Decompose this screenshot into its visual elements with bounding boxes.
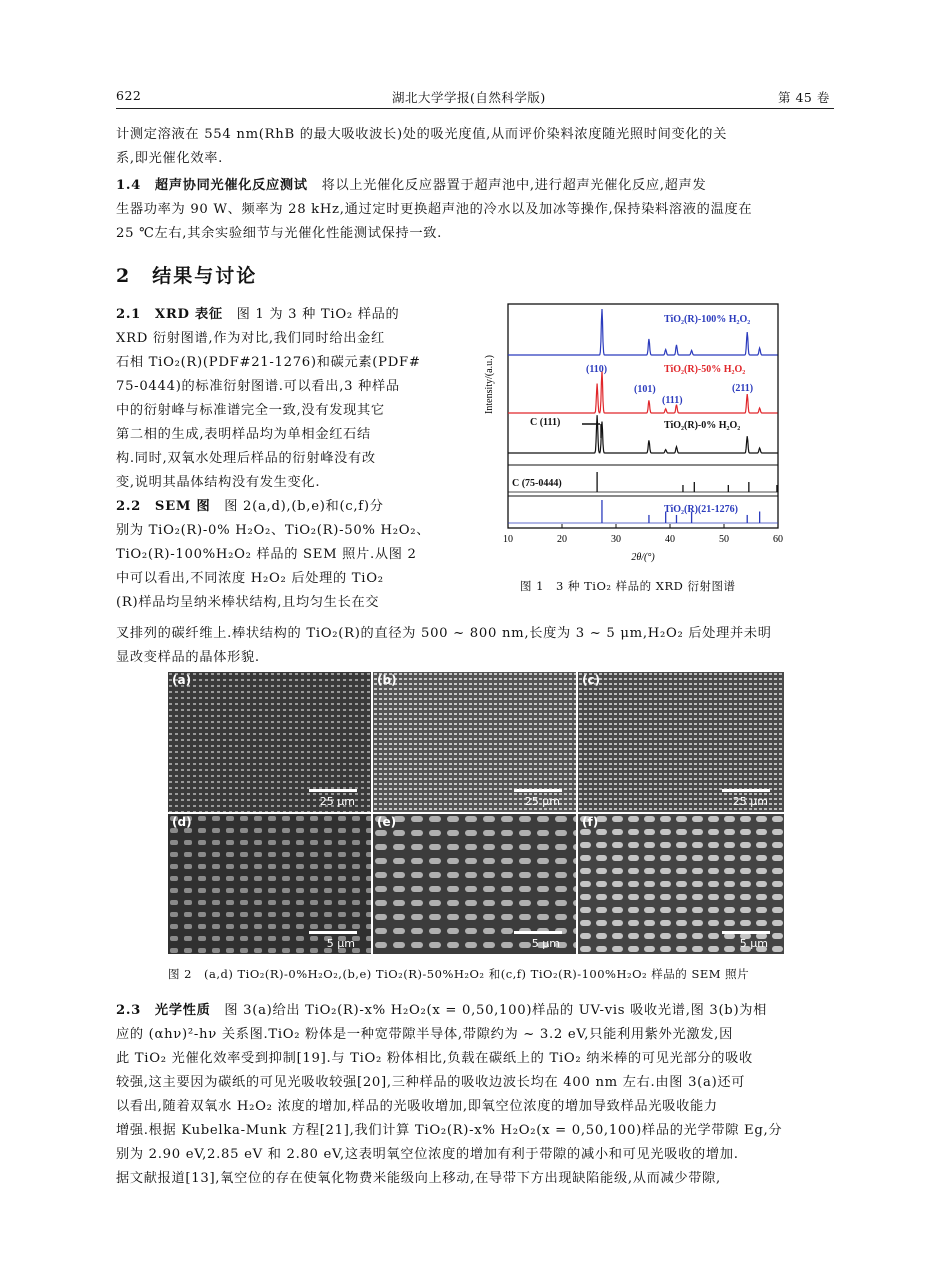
plot-frame [508,304,778,528]
page-number: 622 [116,88,142,103]
panel-label: (b) [377,673,397,687]
scale-label: 25 μm [524,795,560,808]
text-line: 将以上光催化反应器置于超声池中,进行超声光催化反应,超声发 [307,178,707,193]
x-tick-label: 20 [557,534,567,545]
peak-annotation: (211) [732,383,754,394]
figure-2-caption: 图 2 (a,d) TiO₂(R)-0%H₂O₂,(b,e) TiO₂(R)-50%H₂O₂ 和(c,f) TiO₂(R)-100%H₂O₂ 样品的 SEM 照片 [168,967,750,981]
panel-label: (c) [582,673,601,687]
text-line: 显改变样品的晶体形貌. [116,650,260,665]
peak-annotation: C (111) [530,417,561,428]
series-label: TiO₂(R)-100% H₂O₂ [664,314,751,325]
text-line: 别为 TiO₂(R)-0% H₂O₂、TiO₂(R)-50% H₂O₂、 [116,523,431,538]
text-line: 石相 TiO₂(R)(PDF#21-1276)和碳元素(PDF# [116,355,421,370]
panel-label: (e) [377,815,397,829]
peak-annotation: (110) [586,364,608,375]
header-rule [116,108,834,109]
section-1-3-tail [116,123,836,171]
text-line: 变,说明其晶体结构没有发生变化. [116,475,321,490]
section-heading: 1.4 超声协同光催化反应测试 [116,178,308,193]
text-line: 中的衍射峰与标准谱完全一致,没有发现其它 [116,403,385,418]
text-line: 75-0444)的标准衍射图谱.可以看出,3 种样品 [116,379,400,394]
sem-panel [578,672,784,812]
scale-bar [514,789,562,792]
series-label: TiO₂(R)-0% H₂O₂ [664,420,741,431]
x-tick-label: 50 [719,534,729,545]
section-2-3 [116,999,836,1191]
sem-panel [168,814,371,954]
peak-annotation: (111) [662,395,683,406]
figure-1-caption: 图 1 3 种 TiO₂ 样品的 XRD 衍射图谱 [520,579,736,593]
x-tick-label: 30 [611,534,621,545]
volume-label: 第 45 卷 [778,90,830,105]
text-line: 增强.根据 Kubelka-Munk 方程[21],我们计算 TiO₂(R)-x% H₂O₂(x = 0,50,100)样品的光学带隙 Eg,分 [116,1123,783,1138]
text-line: 系,即光催化效率. [116,151,223,166]
scale-bar [514,931,562,934]
x-tick-label: 10 [503,534,513,545]
text-line: 计测定溶液在 554 nm(RhB 的最大吸收波长)处的吸光度值,从而评价染料浓度随光照时间变化的关 [116,127,728,142]
text-line: XRD 衍射图谱,作为对比,我们同时给出金红 [116,331,385,346]
text-line: 中可以看出,不同浓度 H₂O₂ 后处理的 TiO₂ [116,571,384,586]
section-heading: 2.3 光学性质 [116,1003,211,1018]
text-line: (R)样品均呈纳米棒状结构,且均匀生长在交 [116,595,380,610]
section-heading: 2 结果与讨论 [116,265,258,287]
section-2-1 [116,303,442,615]
text-line: 据文献报道[13],氧空位的存在使氧化物费米能级向上移动,在导带下方出现缺陷能级,从而减少带隙, [116,1171,721,1186]
series-label: TiO₂(R)(21-1276) [664,504,738,515]
text-line: 应的 (αhν)²-hν 关系图.TiO₂ 粉体是一种宽带隙半导体,带隙约为 ~ 3.2 eV,只能利用紫外光激发,因 [116,1027,733,1042]
panel-label: (a) [172,673,192,687]
text-line: TiO₂(R)-100%H₂O₂ 样品的 SEM 照片.从图 2 [116,547,417,562]
scale-bar [722,789,770,792]
xrd-chart [478,300,798,570]
text-line: 图 1 为 3 种 TiO₂ 样品的 [222,307,400,322]
x-tick-label: 60 [773,534,783,545]
peak-annotation: (101) [634,384,656,395]
panel-label: (f) [582,815,599,829]
text-line: 生器功率为 90 W、频率为 28 kHz,通过定时更换超声池的冷水以及加冰等操作,保持染料溶液的温度在 [116,202,753,217]
text-line: 此 TiO₂ 光催化效率受到抑制[19].与 TiO₂ 粉体相比,负载在碳纸上的 TiO₂ 纳米棒的可见光部分的吸收 [116,1051,753,1066]
sem-panel [373,814,576,954]
scale-label: 5 μm [326,937,355,950]
x-tick-label: 40 [665,534,675,545]
scale-label: 5 μm [531,937,560,950]
series-label: C (75-0444) [512,478,562,489]
y-axis-label: Intensity/(a.u.) [484,355,495,414]
text-line: 构.同时,双氧水处理后样品的衍射峰没有改 [116,451,376,466]
text-line: 图 3(a)给出 TiO₂(R)-x% H₂O₂(x = 0,50,100)样品的 UV-vis 吸收光谱,图 3(b)为相 [210,1003,768,1018]
section-heading: 2.2 SEM 图 [116,499,211,514]
scale-bar [309,931,357,934]
scale-bar [309,789,357,792]
text-line: 别为 2.90 eV,2.85 eV 和 2.80 eV,这表明氧空位浓度的增加有利于带隙的减小和可见光吸收的增加. [116,1147,739,1162]
section-2-2-continued [116,622,836,670]
sem-image-grid [168,672,784,954]
section-heading: 2.1 XRD 表征 [116,307,223,322]
journal-title: 湖北大学学报(自然科学版) [392,90,546,105]
text-line: 叉排列的碳纤维上.棒状结构的 TiO₂(R)的直径为 500 ~ 800 nm,长度为 3 ~ 5 μm,H₂O₂ 后处理并未明 [116,626,772,641]
text-line: 25 ℃左右,其余实验细节与光催化性能测试保持一致. [116,226,443,241]
scale-label: 25 μm [732,795,768,808]
text-line: 图 2(a,d),(b,e)和(c,f)分 [210,499,384,514]
section-1-4 [116,174,836,246]
scale-bar [722,931,770,934]
scale-label: 25 μm [319,795,355,808]
panel-label: (d) [172,815,192,829]
text-line: 较强,这主要因为碳纸的可见光吸收较强[20],三种样品的吸收边波长均在 400 nm 左右.由图 3(a)还可 [116,1075,746,1090]
sem-panel [373,672,576,812]
text-line: 以看出,随着双氧水 H₂O₂ 浓度的增加,样品的光吸收增加,即氧空位浓度的增加导致样品光吸收能力 [116,1099,718,1114]
x-axis-label: 2θ/(°) [631,552,655,563]
sem-panel [578,814,784,954]
scale-label: 5 μm [739,937,768,950]
sem-panel [168,672,371,812]
text-line: 第二相的生成,表明样品均为单相金红石结 [116,427,371,442]
series-label: TiO₂(R)-50% H₂O₂ [664,364,746,375]
